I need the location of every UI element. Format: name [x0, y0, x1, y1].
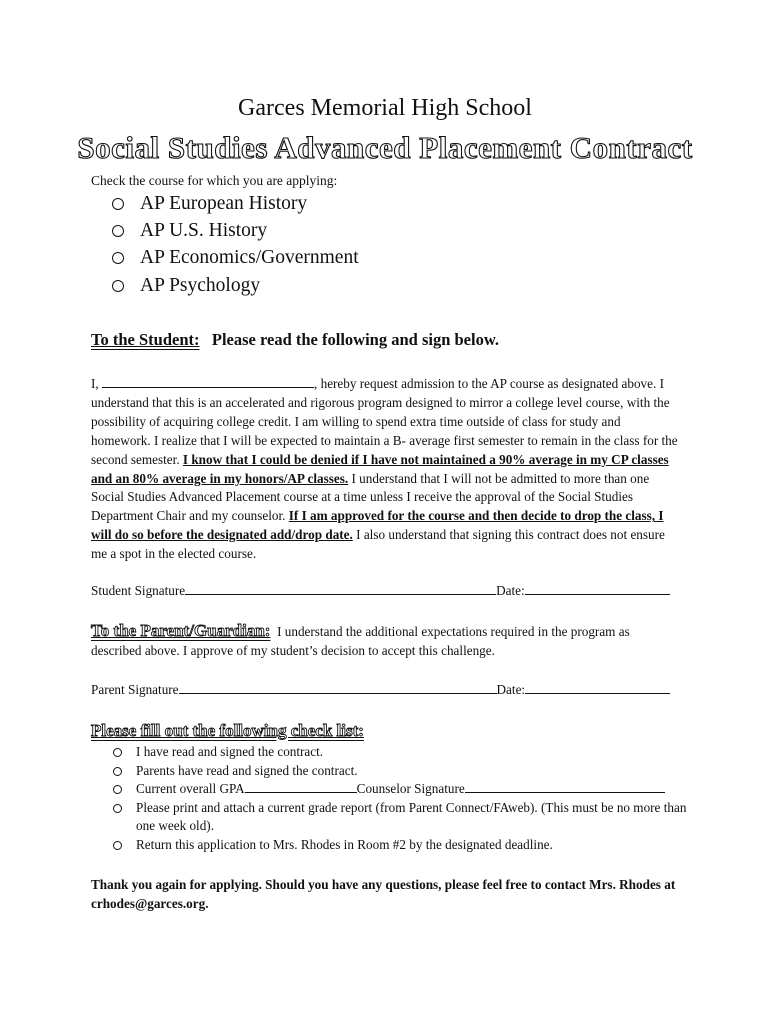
course-label: AP European History [140, 193, 308, 214]
parent-signature-row [91, 682, 681, 698]
student-date-field[interactable] [525, 583, 670, 595]
checklist-item-label: I have read and signed the contract. [136, 744, 324, 759]
agreement-part-2: I understand that I will not be admitted to more than one Social Studies Advanced Placement course at a time unless I receive the approval of the Social Studies Department Chair and my counselor. [91, 470, 650, 524]
parent-date-field[interactable] [525, 682, 670, 694]
course-option-economics-government[interactable] [112, 247, 359, 269]
closing-note: Thank you again for applying. Should you have any questions, please feel free to contact Mrs. Rhodes at crhodes@garces.org. [91, 877, 676, 911]
course-option-us-history[interactable] [112, 220, 267, 242]
course-option-psychology[interactable] [112, 275, 260, 297]
parent-signature-label: Parent Signature [91, 682, 179, 697]
checklist-item-label: Return this application to Mrs. Rhodes in Room #2 by the designated deadline. [136, 836, 553, 852]
checklist-item[interactable] [113, 836, 693, 855]
gpa-field[interactable] [245, 781, 357, 793]
empty-circle-checkbox-icon[interactable] [113, 804, 122, 813]
student-heading-label: To the Student: [91, 330, 200, 349]
empty-circle-checkbox-icon[interactable] [113, 748, 122, 757]
student-heading-instruction: Please read the following and sign below. [211, 330, 499, 349]
course-option-european-history[interactable] [112, 193, 307, 215]
course-label: AP Economics/Government [140, 247, 359, 268]
checklist-item-label: Parents have read and signed the contract. [136, 762, 358, 778]
student-agreement-text [91, 375, 681, 564]
student-signature-label: Student Signature [91, 583, 186, 598]
parent-section-heading: To the Parent/Guardian: [91, 621, 271, 640]
parent-signature-field[interactable] [179, 682, 497, 694]
student-signature-field[interactable] [185, 583, 496, 595]
course-prompt: Check the course for which you are applying: [91, 173, 338, 188]
checklist-heading [91, 721, 364, 741]
parent-approval-text: I understand the additional expectations required in the program as described above. I approve of my student’s decision to accept this challenge. [91, 624, 630, 658]
course-label: AP Psychology [140, 275, 261, 296]
empty-circle-checkbox-icon[interactable] [113, 785, 122, 794]
gpa-label: Current overall GPA [136, 781, 245, 797]
parent-section [91, 622, 681, 661]
agreement-part-3: I also understand that signing this contract does not ensure me a spot in the elected course. [91, 527, 665, 562]
parent-date-label: Date: [496, 682, 526, 697]
counselor-signature-label: Counselor Signature [356, 781, 465, 797]
grade-requirement-notice: I know that I could be denied if I have not maintained a 90% average in my CP classes and an 80% average in my honors/AP classes. [91, 451, 669, 486]
empty-circle-checkbox-icon[interactable] [112, 198, 124, 210]
checklist-item[interactable] [113, 762, 693, 781]
empty-circle-checkbox-icon[interactable] [112, 225, 124, 237]
agreement-part-1: , hereby request admission to the AP course as designated above. I understand that this is an accelerated and rigorous program designed to mirror a college level course, with the possibility of acquiring college credit. I am willing to spend extra time outside of class for study and homework. I realize that I will be expected to maintain a B- average first semester to remain in the class for the second semester. [91, 376, 678, 467]
empty-circle-checkbox-icon[interactable] [112, 280, 124, 292]
student-section-heading [91, 330, 499, 350]
agreement-intro: I, [91, 376, 99, 391]
contract-title: Social Studies Advanced Placement Contract [77, 130, 693, 165]
checklist-item[interactable] [113, 799, 693, 836]
checklist-item-label: Please print and attach a current grade report (from Parent Connect/FAweb). (This must be no more than one week old). [136, 799, 687, 834]
course-label: AP U.S. History [140, 220, 268, 241]
empty-circle-checkbox-icon[interactable] [113, 767, 122, 776]
empty-circle-checkbox-icon[interactable] [112, 252, 124, 264]
checklist-item[interactable] [113, 743, 693, 762]
empty-circle-checkbox-icon[interactable] [113, 841, 122, 850]
checklist-item[interactable] [113, 780, 693, 799]
counselor-signature-field[interactable] [465, 781, 665, 793]
school-name: Garces Memorial High School [238, 95, 532, 121]
student-name-blank[interactable] [102, 376, 314, 388]
drop-deadline-notice: If I am approved for the course and then decide to drop the class, I will do so before the designated add/drop date. [91, 508, 664, 543]
checklist-heading-label: Please fill out the following check list: [91, 721, 364, 740]
student-date-label: Date: [496, 583, 525, 598]
checklist [113, 743, 693, 855]
student-signature-row [91, 583, 681, 599]
